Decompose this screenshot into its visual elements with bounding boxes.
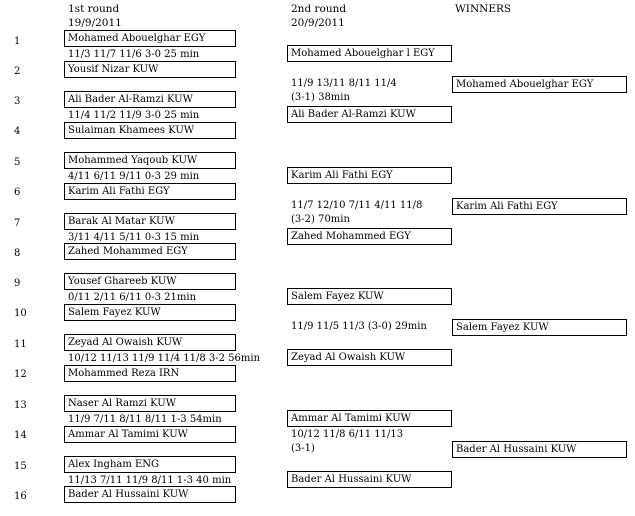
round2-score-line1: 11/9 13/11 8/11 11/4 (291, 78, 397, 89)
seed-number: 15 (14, 461, 27, 472)
round2-score-line1: 10/12 11/8 6/11 11/13 (291, 429, 404, 440)
round2-player: Karim Ali Fathi EGY (287, 167, 452, 184)
round1-score: 11/13 7/11 11/9 8/11 1-3 40 min (68, 475, 232, 486)
round1-player: Naser Al Ramzi KUW (64, 395, 236, 412)
round1-player: Ammar Al Tamimi KUW (64, 426, 236, 443)
seed-number: 7 (14, 218, 21, 229)
seed-number: 11 (14, 339, 27, 350)
winner-player: Mohamed Abouelghar EGY (452, 76, 627, 93)
round1-player: Sulaiman Khamees KUW (64, 122, 236, 139)
seed-number: 9 (14, 278, 21, 289)
round1-player: Bader Al Hussaini KUW (64, 486, 236, 503)
round1-score: 11/3 11/7 11/6 3-0 25 min (68, 49, 200, 60)
seed-number: 14 (14, 430, 27, 441)
round1-player: Zeyad Al Owaish KUW (64, 334, 236, 351)
seed-number: 12 (14, 369, 27, 380)
round2-score-line2: (3-1) 38min (291, 92, 350, 103)
round1-score: 11/9 7/11 8/11 8/11 1-3 54min (68, 414, 222, 425)
round2-date: 20/9/2011 (291, 17, 345, 29)
round1-player: Yousif Nizar KUW (64, 61, 236, 78)
seed-number: 13 (14, 400, 27, 411)
round1-title: 1st round (68, 3, 120, 15)
winners-title: WINNERS (455, 3, 512, 15)
seed-number: 10 (14, 308, 27, 319)
seed-number: 2 (14, 66, 21, 77)
seed-number: 1 (14, 36, 21, 47)
round1-player: Barak Al Matar KUW (64, 213, 236, 230)
round2-player: Ali Bader Al-Ramzi KUW (287, 106, 452, 123)
seed-number: 3 (14, 96, 21, 107)
round1-player: Alex Ingham ENG (64, 456, 236, 473)
round1-player: Ali Bader Al-Ramzi KUW (64, 91, 236, 108)
round2-score-line2: (3-2) 70min (291, 214, 350, 225)
round1-player: Mohamed Abouelghar EGY (64, 30, 236, 47)
round2-player: Ammar Al Tamimi KUW (287, 410, 452, 427)
winner-player: Bader Al Hussaini KUW (452, 441, 627, 458)
seed-number: 16 (14, 491, 27, 502)
round1-score: 4/11 6/11 9/11 0-3 29 min (68, 171, 200, 182)
round1-date: 19/9/2011 (68, 17, 122, 29)
round2-player: Zahed Mohammed EGY (287, 228, 452, 245)
round2-player: Salem Fayez KUW (287, 288, 452, 305)
round1-player: Zahed Mohammed EGY (64, 243, 236, 260)
round1-player: Mohammed Yaqoub KUW (64, 152, 236, 169)
round2-player: Zeyad Al Owaish KUW (287, 349, 452, 366)
round1-score: 10/12 11/13 11/9 11/4 11/8 3-2 56min (68, 353, 261, 364)
round2-score-line2: (3-1) (291, 443, 315, 454)
round2-score-line1: 11/9 11/5 11/3 (3-0) 29min (291, 321, 427, 332)
round2-title: 2nd round (291, 3, 347, 15)
round1-score: 0/11 2/11 6/11 0-3 21min (68, 292, 197, 303)
seed-number: 5 (14, 157, 21, 168)
winner-player: Salem Fayez KUW (452, 319, 627, 336)
round2-player: Mohamed Abouelghar l EGY (287, 45, 452, 62)
round1-player: Salem Fayez KUW (64, 304, 236, 321)
round2-score-line1: 11/7 12/10 7/11 4/11 11/8 (291, 200, 423, 211)
seed-number: 4 (14, 126, 21, 137)
round1-score: 11/4 11/2 11/9 3-0 25 min (68, 110, 200, 121)
round2-player: Bader Al Hussaini KUW (287, 471, 452, 488)
seed-number: 8 (14, 248, 21, 259)
round1-player: Yousef Ghareeb KUW (64, 273, 236, 290)
winner-player: Karim Ali Fathi EGY (452, 198, 627, 215)
round1-score: 3/11 4/11 5/11 0-3 15 min (68, 232, 200, 243)
round1-player: Karim Ali Fathi EGY (64, 183, 236, 200)
seed-number: 6 (14, 187, 21, 198)
round1-player: Mohammed Reza IRN (64, 365, 236, 382)
